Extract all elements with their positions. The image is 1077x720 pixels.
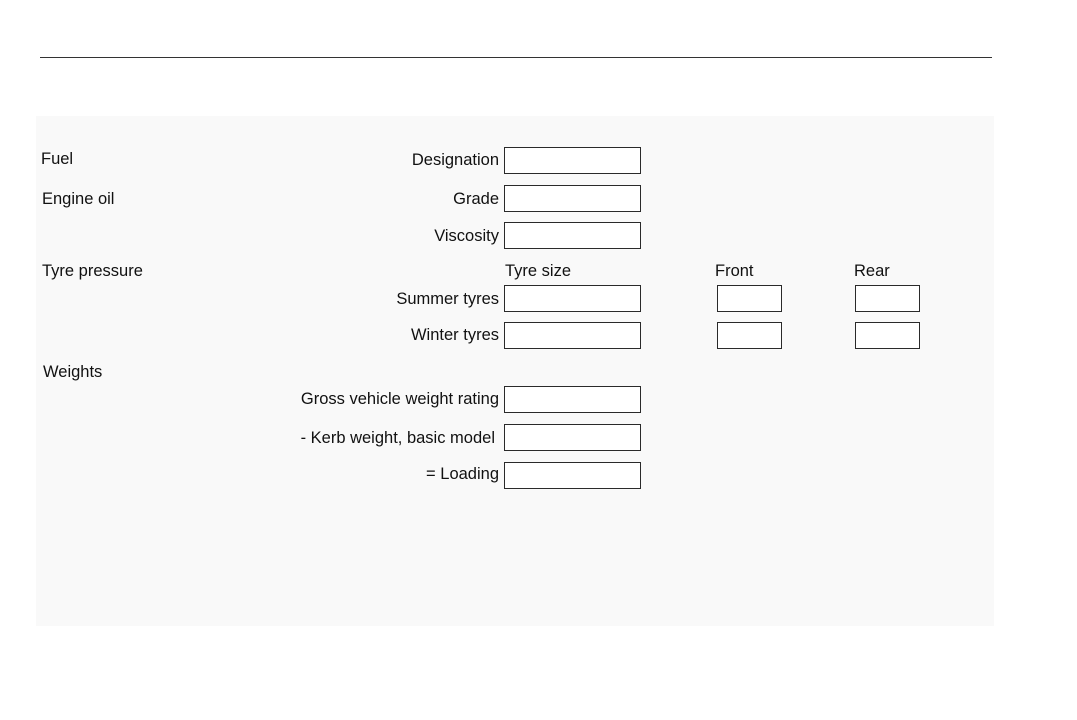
weights-heading: Weights [43,363,103,381]
fuel-heading: Fuel [41,150,74,168]
winter-tyres-label: Winter tyres [410,326,499,344]
engine-oil-heading: Engine oil [42,190,115,208]
summer-rear-pressure-field[interactable] [855,285,920,312]
grade-field[interactable] [504,185,641,212]
winter-front-pressure-field[interactable] [717,322,782,349]
viscosity-label: Viscosity [434,227,499,245]
winter-tyre-size-field[interactable] [504,322,641,349]
gross-vehicle-weight-rating-field[interactable] [504,386,641,413]
summer-tyres-label: Summer tyres [396,290,499,308]
loading-field[interactable] [504,462,641,489]
designation-label: Designation [411,151,499,169]
kerb-weight-field[interactable] [504,424,641,451]
gross-vehicle-weight-rating-label: Gross vehicle weight rating [300,390,499,408]
front-column-header: Front [715,262,754,280]
tyre-size-column-header: Tyre size [505,262,572,280]
loading-label: = Loading [426,465,499,483]
summer-front-pressure-field[interactable] [717,285,782,312]
header-rule [40,57,992,58]
rear-column-header: Rear [854,262,890,280]
winter-rear-pressure-field[interactable] [855,322,920,349]
tyre-pressure-heading: Tyre pressure [42,262,143,280]
designation-field[interactable] [504,147,641,174]
summer-tyre-size-field[interactable] [504,285,641,312]
kerb-weight-label: - Kerb weight, basic model [300,429,495,447]
grade-label: Grade [453,190,499,208]
viscosity-field[interactable] [504,222,641,249]
